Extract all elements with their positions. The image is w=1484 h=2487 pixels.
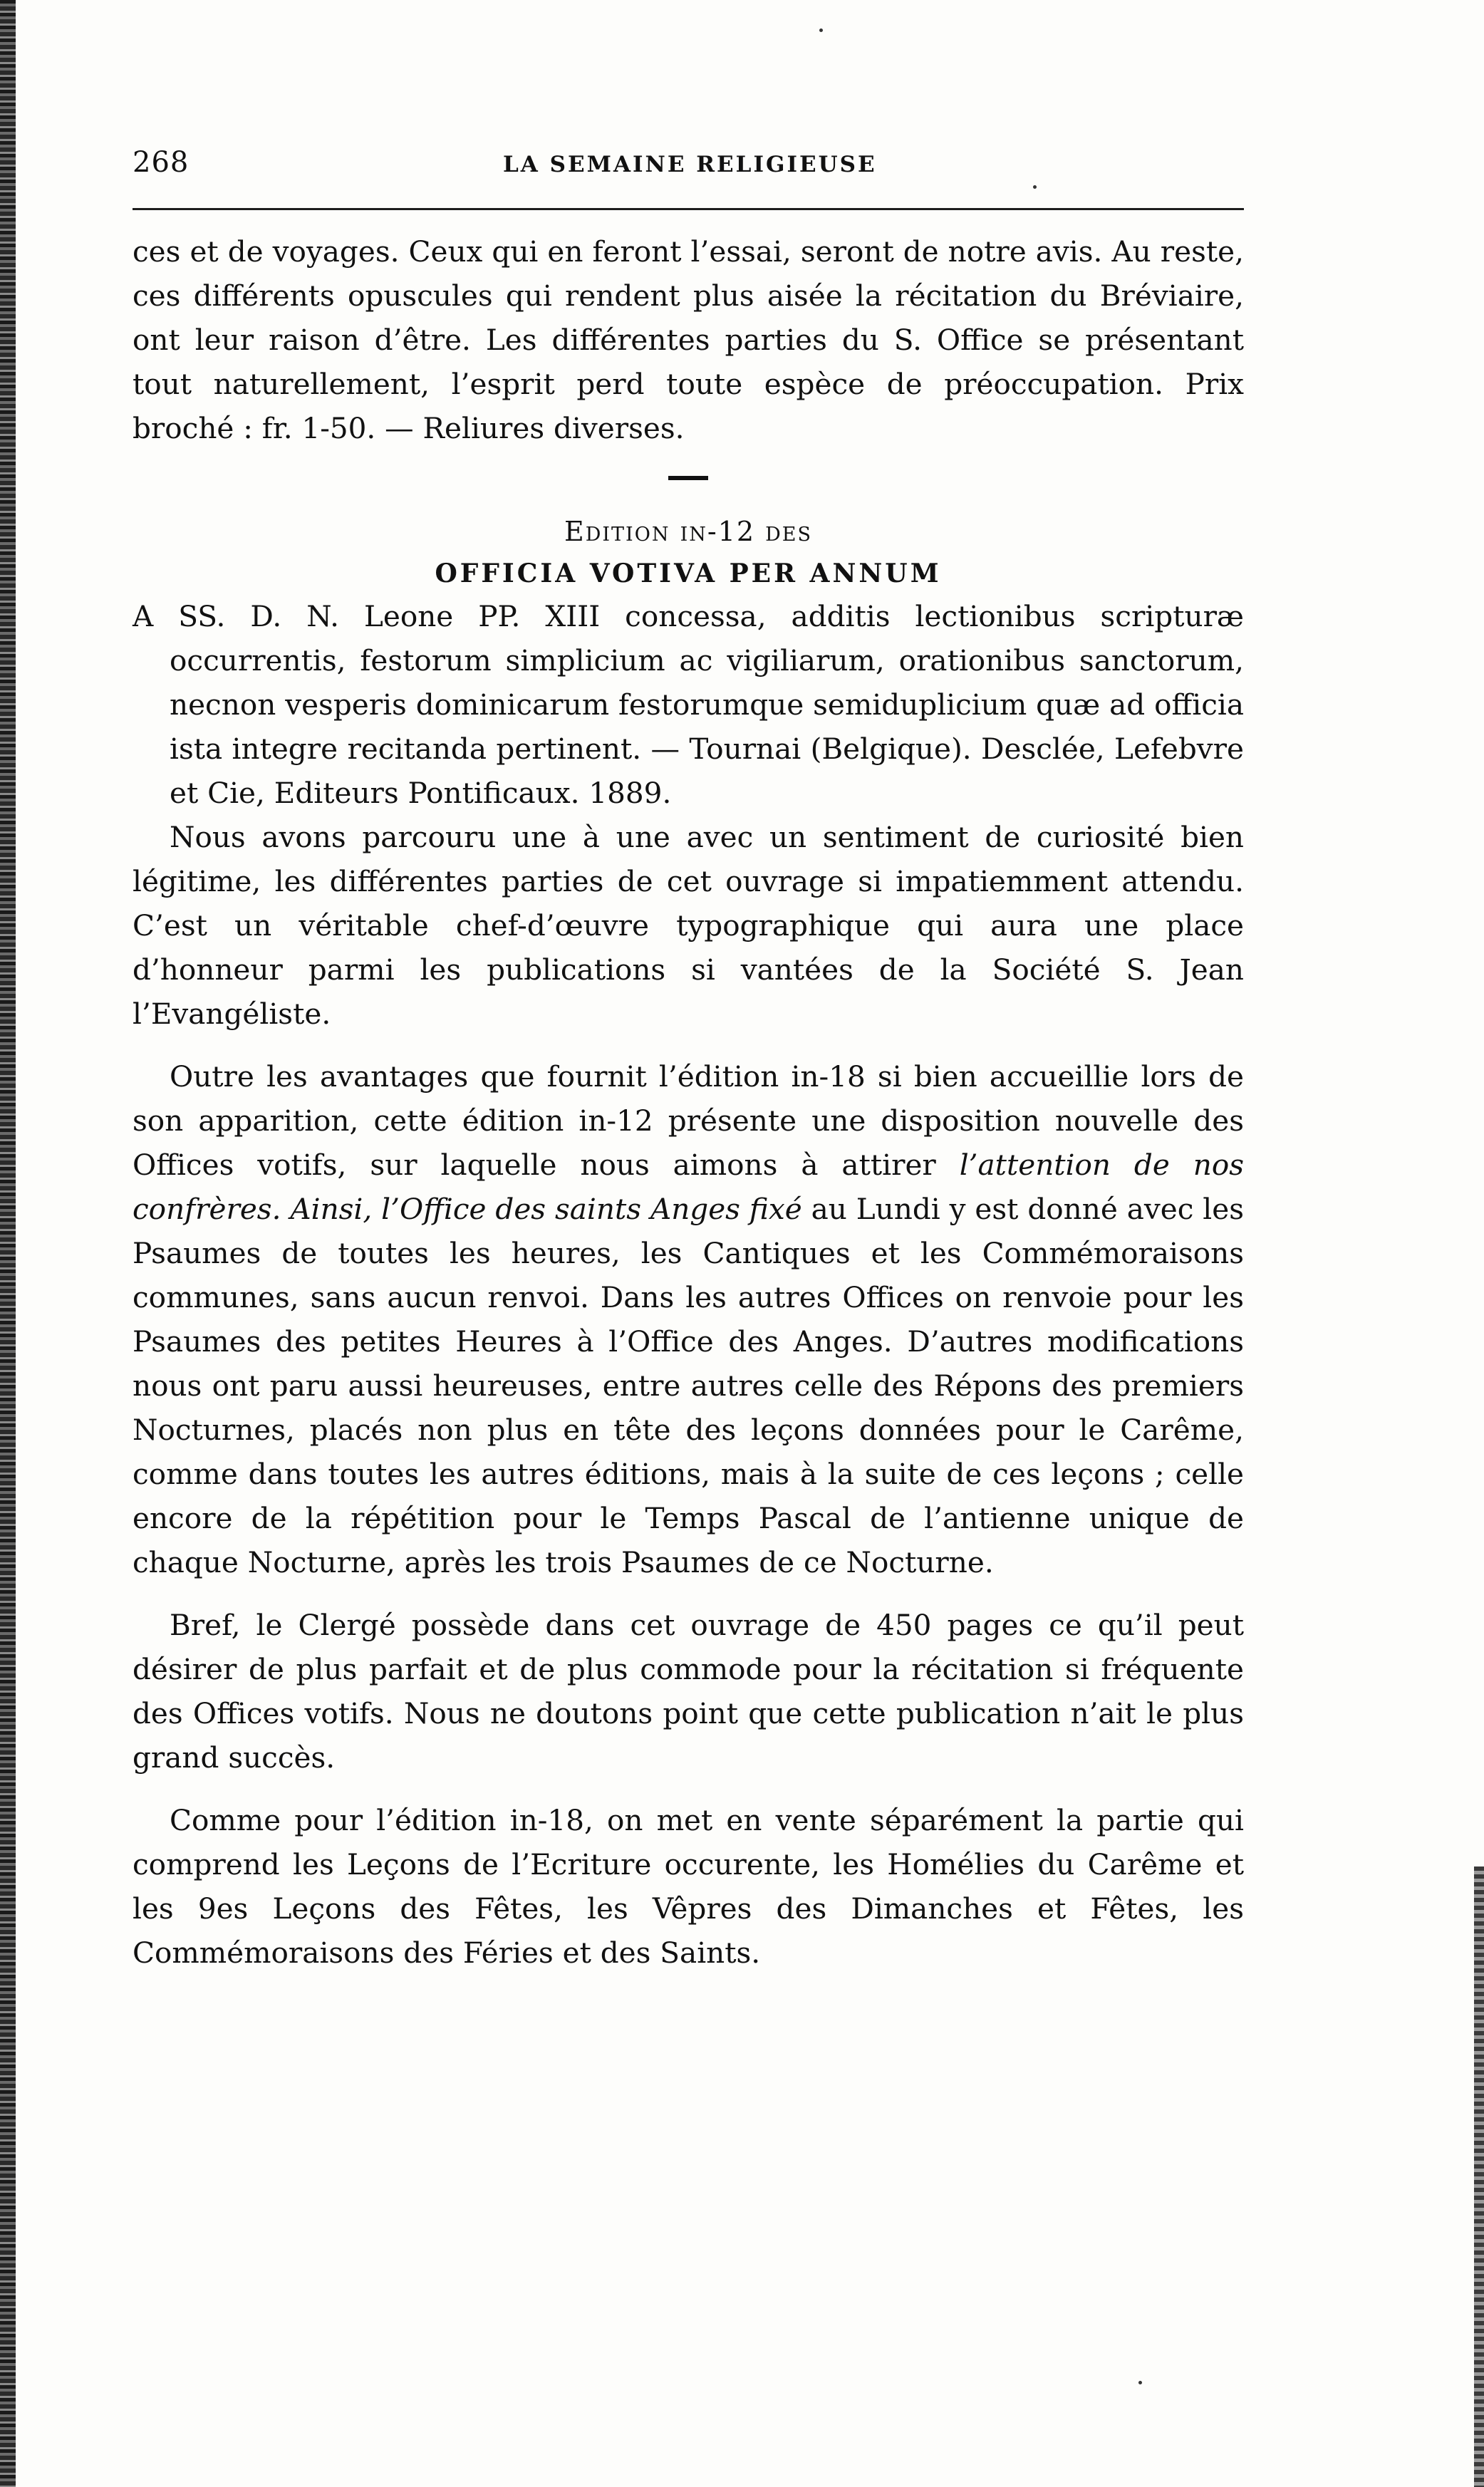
review-paragraph: Bref, le Clergé possède dans cet ouvrage de 450 pages ce qu’il peut désirer de plus parfait et de plus commode pour la récitation si fréquente des Offices votifs. Nous ne doutons point que cette publication n’ait le plus grand succès. — [133, 1608, 1244, 1775]
scan-edge-left — [0, 0, 16, 2487]
section-separator — [668, 476, 708, 480]
review-paragraph: Nous avons parcouru une à une avec un sentiment de curiosité bien légitime, les différentes parties de cet ouvrage si impatiemment attendu. C’est un véritable chef-d’œuvre typographique qui aura une place d’honneur parmi les publications si vantées de la Société S. Jean l’Evangéliste. — [133, 820, 1244, 1031]
scan-edge-right — [1474, 1866, 1484, 2487]
italic-text: l’attention de nos confrères. Ainsi, l’Office des saints Anges fixé — [133, 1148, 1244, 1226]
running-title: LA SEMAINE RELIGIEUSE — [503, 152, 877, 177]
article-body — [133, 229, 1244, 1975]
scan-speck — [819, 28, 823, 32]
section-heading: Edition in-12 des — [564, 516, 812, 547]
page-number: 268 — [133, 146, 190, 179]
page-header — [133, 146, 1244, 189]
paragraph-text: au Lundi y est donné avec les Psaumes de toutes les heures, les Cantiques et les Commémoraisons communes, sans aucun renvoi. Dans les autres Offices on renvoie pour les Psaumes des petites Heures à l’Office des Anges. D’autres modifications nous ont paru aussi heureuses, entre autres celle des Répons des premiers Nocturnes, placés non plus en tête des leçons données pour le Carême, comme dans toutes les autres éditions, mais à la suite de ces leçons ; celle encore de la répétition pour le Temps Pascal de l’antienne unique de chaque Nocturne, après les trois Psaumes de ce Nocturne. — [133, 1192, 1244, 1579]
bibliographic-citation: A SS. D. N. Leone PP. XIII concessa, additis lectionibus scripturæ occurrentis, festorum simplicium ac vigiliarum, orationibus sanctorum, necnon vesperis dominicarum festorumque semiduplicium quæ ad officia ista integre recitanda pertinent. — Tournai (Belgique). Desclée, Lefebvre et Cie, Editeurs Pontificaux. 1889. — [133, 599, 1244, 810]
review-paragraph: Comme pour l’édition in-18, on met en vente séparément la partie qui comprend les Leçons de l’Ecriture occurente, les Homélies du Carême et les 9es Leçons des Fêtes, les Vêpres des Dimanches et Fêtes, les Commémoraisons des Féries et des Saints. — [133, 1803, 1244, 1970]
paragraph-text: Outre les avantages que fournit l’édition in-18 si bien accueillie lors de son apparition, cette édition in-12 présente une disposition nouvelle des Offices votifs, sur laquelle nous aimons à attirer — [133, 1059, 1244, 1182]
review-paragraph — [133, 1054, 1244, 1584]
book-title: OFFICIA VOTIVA PER ANNUM — [435, 559, 942, 588]
scan-speck — [1138, 2381, 1142, 2384]
header-rule — [133, 208, 1244, 210]
paragraph-continued: ces et de voyages. Ceux qui en feront l’essai, seront de notre avis. Au reste, ces différents opuscules qui rendent plus aisée la récitation du Bréviaire, ont leur raison d’être. Les différentes parties du S. Office se présentant tout naturellement, l’esprit perd toute espèce de préoccupation. Prix broché : fr. 1-50. — Reliures diverses. — [133, 234, 1244, 445]
